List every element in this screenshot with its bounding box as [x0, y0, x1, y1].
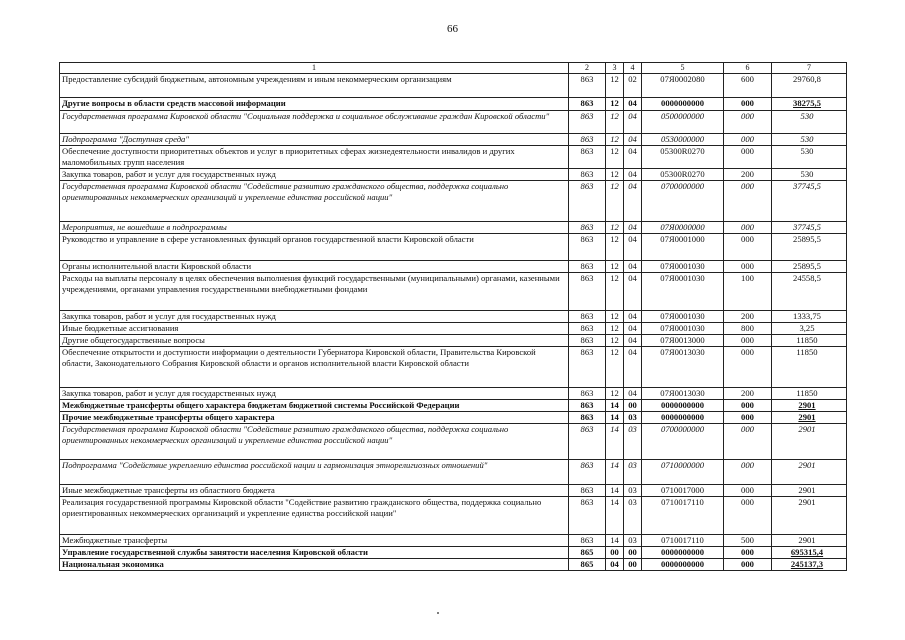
- expense-type-cell: 000: [724, 234, 772, 261]
- department-code-cell: 863: [569, 222, 606, 234]
- section-cell: 00: [606, 547, 624, 559]
- expense-type-cell: 000: [724, 347, 772, 388]
- target-article-cell: 07Я0000000: [642, 222, 724, 234]
- section-cell: 12: [606, 234, 624, 261]
- section-cell: 12: [606, 181, 624, 222]
- section-cell: 14: [606, 424, 624, 460]
- department-code-cell: 865: [569, 559, 606, 571]
- amount-cell: 2901: [772, 485, 847, 497]
- subsection-cell: 04: [624, 335, 642, 347]
- table-header-row: [60, 63, 847, 74]
- section-cell: 14: [606, 497, 624, 535]
- row-name-cell: Обеспечение открытости и доступности информации о деятельности Губернатора Кировской области, Правительства Кировской области, Законодательного Собрания Кировской области и органов исполнительной власти Кировской области: [60, 347, 569, 388]
- row-name-cell: Закупка товаров, работ и услуг для государственных нужд: [60, 388, 569, 400]
- target-article-cell: 0000000000: [642, 400, 724, 412]
- expense-type-cell: 000: [724, 460, 772, 485]
- target-article-cell: 0700000000: [642, 424, 724, 460]
- subsection-cell: 04: [624, 111, 642, 134]
- row-name-cell: Расходы на выплаты персоналу в целях обеспечения выполнения функций государственными (муниципальными) органами, казенными учреждениями, органами управления государственными внебюджетными фондами: [60, 273, 569, 311]
- row-name-cell: Другие вопросы в области средств массовой информации: [60, 98, 569, 111]
- expense-type-cell: 000: [724, 181, 772, 222]
- section-cell: 14: [606, 535, 624, 547]
- page-number: 66: [447, 23, 458, 35]
- amount-cell: 695315,4: [772, 547, 847, 559]
- row-name-cell: Обеспечение доступности приоритетных объектов и услуг в приоритетных сферах жизнедеятельности инвалидов и других маломобильных групп населения: [60, 146, 569, 169]
- subsection-cell: 03: [624, 535, 642, 547]
- table-row: [60, 559, 847, 571]
- table-row: [60, 134, 847, 146]
- department-code-cell: 863: [569, 261, 606, 273]
- section-cell: 12: [606, 134, 624, 146]
- amount-cell: 2901: [772, 460, 847, 485]
- expense-type-cell: 000: [724, 335, 772, 347]
- row-name-cell: Руководство и управление в сфере установленных функций органов государственной власти Кировской области: [60, 234, 569, 261]
- row-name-cell: Межбюджетные трансферты общего характера бюджетам бюджетной системы Российской Федерации: [60, 400, 569, 412]
- department-code-cell: 863: [569, 74, 606, 98]
- department-code-cell: 863: [569, 388, 606, 400]
- row-name-cell: Иные межбюджетные трансферты из областного бюджета: [60, 485, 569, 497]
- amount-cell: 24558,5: [772, 273, 847, 311]
- department-code-cell: 863: [569, 111, 606, 134]
- table-row: [60, 535, 847, 547]
- target-article-cell: 05300R0270: [642, 169, 724, 181]
- row-name-cell: Органы исполнительной власти Кировской области: [60, 261, 569, 273]
- target-article-cell: 0000000000: [642, 559, 724, 571]
- subsection-cell: 04: [624, 323, 642, 335]
- row-name-cell: Межбюджетные трансферты: [60, 535, 569, 547]
- amount-cell: 29760,8: [772, 74, 847, 98]
- subsection-cell: 04: [624, 388, 642, 400]
- target-article-cell: 07Я0013030: [642, 347, 724, 388]
- section-cell: 12: [606, 222, 624, 234]
- department-code-cell: 863: [569, 273, 606, 311]
- table-row: [60, 111, 847, 134]
- expense-type-cell: 200: [724, 169, 772, 181]
- table-row: [60, 222, 847, 234]
- row-name-cell: Подпрограмма "Содействие укреплению единства российской нации и гармонизация этнорелигиозных отношений": [60, 460, 569, 485]
- header-cell: 1: [60, 63, 569, 74]
- expense-type-cell: 200: [724, 311, 772, 323]
- expense-type-cell: 100: [724, 273, 772, 311]
- table-row: [60, 460, 847, 485]
- row-name-cell: Подпрограмма "Доступная среда": [60, 134, 569, 146]
- expense-type-cell: 000: [724, 497, 772, 535]
- subsection-cell: 04: [624, 169, 642, 181]
- target-article-cell: 0710000000: [642, 460, 724, 485]
- expense-type-cell: 000: [724, 134, 772, 146]
- amount-cell: 2901: [772, 424, 847, 460]
- amount-cell: 37745,5: [772, 181, 847, 222]
- target-article-cell: 07Я0002080: [642, 74, 724, 98]
- department-code-cell: 863: [569, 98, 606, 111]
- target-article-cell: 07Я0013000: [642, 335, 724, 347]
- amount-cell: 2901: [772, 535, 847, 547]
- department-code-cell: 863: [569, 485, 606, 497]
- header-cell: 3: [606, 63, 624, 74]
- department-code-cell: 863: [569, 412, 606, 424]
- section-cell: 14: [606, 485, 624, 497]
- amount-cell: 530: [772, 111, 847, 134]
- amount-cell: 25895,5: [772, 261, 847, 273]
- subsection-cell: 04: [624, 347, 642, 388]
- expense-type-cell: 000: [724, 485, 772, 497]
- amount-cell: 1333,75: [772, 311, 847, 323]
- table-row: [60, 497, 847, 535]
- subsection-cell: 03: [624, 412, 642, 424]
- amount-cell: 38275,5: [772, 98, 847, 111]
- header-cell: 2: [569, 63, 606, 74]
- amount-cell: 530: [772, 169, 847, 181]
- expense-type-cell: 000: [724, 547, 772, 559]
- department-code-cell: 863: [569, 134, 606, 146]
- amount-cell: 25895,5: [772, 234, 847, 261]
- row-name-cell: Мероприятия, не вошедшие в подпрограммы: [60, 222, 569, 234]
- department-code-cell: 863: [569, 535, 606, 547]
- amount-cell: 11850: [772, 388, 847, 400]
- section-cell: 12: [606, 311, 624, 323]
- target-article-cell: 07Я0001030: [642, 261, 724, 273]
- section-cell: 04: [606, 559, 624, 571]
- row-name-cell: Государственная программа Кировской области "Содействие развитию гражданского общества, поддержка социально ориентированных некоммерческих организаций и укрепление единства российской нации": [60, 181, 569, 222]
- section-cell: 12: [606, 273, 624, 311]
- section-cell: 12: [606, 261, 624, 273]
- table-row: [60, 98, 847, 111]
- table-row: [60, 181, 847, 222]
- row-name-cell: Закупка товаров, работ и услуг для государственных нужд: [60, 311, 569, 323]
- table-row: [60, 169, 847, 181]
- department-code-cell: 863: [569, 181, 606, 222]
- expense-type-cell: 000: [724, 559, 772, 571]
- subsection-cell: 00: [624, 400, 642, 412]
- expense-type-cell: 000: [724, 424, 772, 460]
- table-row: [60, 547, 847, 559]
- target-article-cell: 0530000000: [642, 134, 724, 146]
- section-cell: 14: [606, 400, 624, 412]
- amount-cell: 245137,3: [772, 559, 847, 571]
- target-article-cell: 07Я0001030: [642, 273, 724, 311]
- subsection-cell: 04: [624, 98, 642, 111]
- row-name-cell: Иные бюджетные ассигнования: [60, 323, 569, 335]
- expense-type-cell: 800: [724, 323, 772, 335]
- row-name-cell: Закупка товаров, работ и услуг для государственных нужд: [60, 169, 569, 181]
- expense-type-cell: 000: [724, 111, 772, 134]
- section-cell: 12: [606, 388, 624, 400]
- department-code-cell: 863: [569, 323, 606, 335]
- subsection-cell: 04: [624, 134, 642, 146]
- department-code-cell: 863: [569, 497, 606, 535]
- subsection-cell: 04: [624, 234, 642, 261]
- target-article-cell: 0710017110: [642, 497, 724, 535]
- section-cell: 12: [606, 111, 624, 134]
- table-row: [60, 335, 847, 347]
- table-row: [60, 347, 847, 388]
- department-code-cell: 863: [569, 424, 606, 460]
- table-row: [60, 234, 847, 261]
- table-row: [60, 400, 847, 412]
- target-article-cell: 07Я0001030: [642, 323, 724, 335]
- subsection-cell: 04: [624, 222, 642, 234]
- target-article-cell: 07Я0013030: [642, 388, 724, 400]
- row-name-cell: Предоставление субсидий бюджетным, автономным учреждениям и иным некоммерческим организациям: [60, 74, 569, 98]
- subsection-cell: 04: [624, 181, 642, 222]
- row-name-cell: Другие общегосударственные вопросы: [60, 335, 569, 347]
- amount-cell: 530: [772, 134, 847, 146]
- expense-type-cell: 500: [724, 535, 772, 547]
- section-cell: 12: [606, 74, 624, 98]
- amount-cell: 2901: [772, 497, 847, 535]
- section-cell: 12: [606, 323, 624, 335]
- expense-type-cell: 600: [724, 74, 772, 98]
- section-cell: 12: [606, 347, 624, 388]
- amount-cell: 11850: [772, 335, 847, 347]
- expense-type-cell: 000: [724, 261, 772, 273]
- amount-cell: 37745,5: [772, 222, 847, 234]
- table-row: [60, 74, 847, 98]
- subsection-cell: 00: [624, 547, 642, 559]
- amount-cell: 11850: [772, 347, 847, 388]
- expense-type-cell: 000: [724, 98, 772, 111]
- budget-table: [59, 62, 847, 571]
- target-article-cell: 0500000000: [642, 111, 724, 134]
- department-code-cell: 863: [569, 400, 606, 412]
- section-cell: 14: [606, 412, 624, 424]
- target-article-cell: 0700000000: [642, 181, 724, 222]
- header-cell: 6: [724, 63, 772, 74]
- target-article-cell: 0710017110: [642, 535, 724, 547]
- target-article-cell: 0000000000: [642, 98, 724, 111]
- header-cell: 4: [624, 63, 642, 74]
- expense-type-cell: 000: [724, 400, 772, 412]
- subsection-cell: 03: [624, 485, 642, 497]
- expense-type-cell: 000: [724, 412, 772, 424]
- scan-mark: [437, 612, 439, 614]
- department-code-cell: 865: [569, 547, 606, 559]
- subsection-cell: 04: [624, 273, 642, 311]
- department-code-cell: 863: [569, 169, 606, 181]
- amount-cell: 3,25: [772, 323, 847, 335]
- amount-cell: 530: [772, 146, 847, 169]
- row-name-cell: Государственная программа Кировской области "Социальная поддержка и социальное обслуживание граждан Кировской области": [60, 111, 569, 134]
- header-cell: 5: [642, 63, 724, 74]
- table-row: [60, 273, 847, 311]
- department-code-cell: 863: [569, 460, 606, 485]
- subsection-cell: 03: [624, 497, 642, 535]
- target-article-cell: 0000000000: [642, 547, 724, 559]
- department-code-cell: 863: [569, 347, 606, 388]
- section-cell: 12: [606, 169, 624, 181]
- section-cell: 12: [606, 146, 624, 169]
- subsection-cell: 02: [624, 74, 642, 98]
- table-row: [60, 323, 847, 335]
- target-article-cell: 0710017000: [642, 485, 724, 497]
- table-row: [60, 412, 847, 424]
- department-code-cell: 863: [569, 311, 606, 323]
- table-row: [60, 311, 847, 323]
- section-cell: 14: [606, 460, 624, 485]
- amount-cell: 2901: [772, 412, 847, 424]
- row-name-cell: Прочие межбюджетные трансферты общего характера: [60, 412, 569, 424]
- expense-type-cell: 000: [724, 222, 772, 234]
- subsection-cell: 04: [624, 146, 642, 169]
- subsection-cell: 03: [624, 460, 642, 485]
- table-row: [60, 388, 847, 400]
- section-cell: 12: [606, 98, 624, 111]
- table-row: [60, 485, 847, 497]
- target-article-cell: 07Я0001000: [642, 234, 724, 261]
- amount-cell: 2901: [772, 400, 847, 412]
- row-name-cell: Государственная программа Кировской области "Содействие развитию гражданского общества, поддержка социально ориентированных некоммерческих организаций и укрепление единства российской нации": [60, 424, 569, 460]
- expense-type-cell: 000: [724, 146, 772, 169]
- expense-type-cell: 200: [724, 388, 772, 400]
- row-name-cell: Управление государственной службы занятости населения Кировской области: [60, 547, 569, 559]
- subsection-cell: 00: [624, 559, 642, 571]
- department-code-cell: 863: [569, 234, 606, 261]
- table-row: [60, 424, 847, 460]
- department-code-cell: 863: [569, 335, 606, 347]
- row-name-cell: Национальная экономика: [60, 559, 569, 571]
- target-article-cell: 05300R0270: [642, 146, 724, 169]
- subsection-cell: 04: [624, 261, 642, 273]
- target-article-cell: 0000000000: [642, 412, 724, 424]
- section-cell: 12: [606, 335, 624, 347]
- header-cell: 7: [772, 63, 847, 74]
- department-code-cell: 863: [569, 146, 606, 169]
- table-row: [60, 261, 847, 273]
- row-name-cell: Реализация государственной программы Кировской области "Содействие развитию гражданского общества, поддержка социально ориентированных некоммерческих организаций и укрепление единства российской нации": [60, 497, 569, 535]
- target-article-cell: 07Я0001030: [642, 311, 724, 323]
- table-row: [60, 146, 847, 169]
- subsection-cell: 04: [624, 311, 642, 323]
- subsection-cell: 03: [624, 424, 642, 460]
